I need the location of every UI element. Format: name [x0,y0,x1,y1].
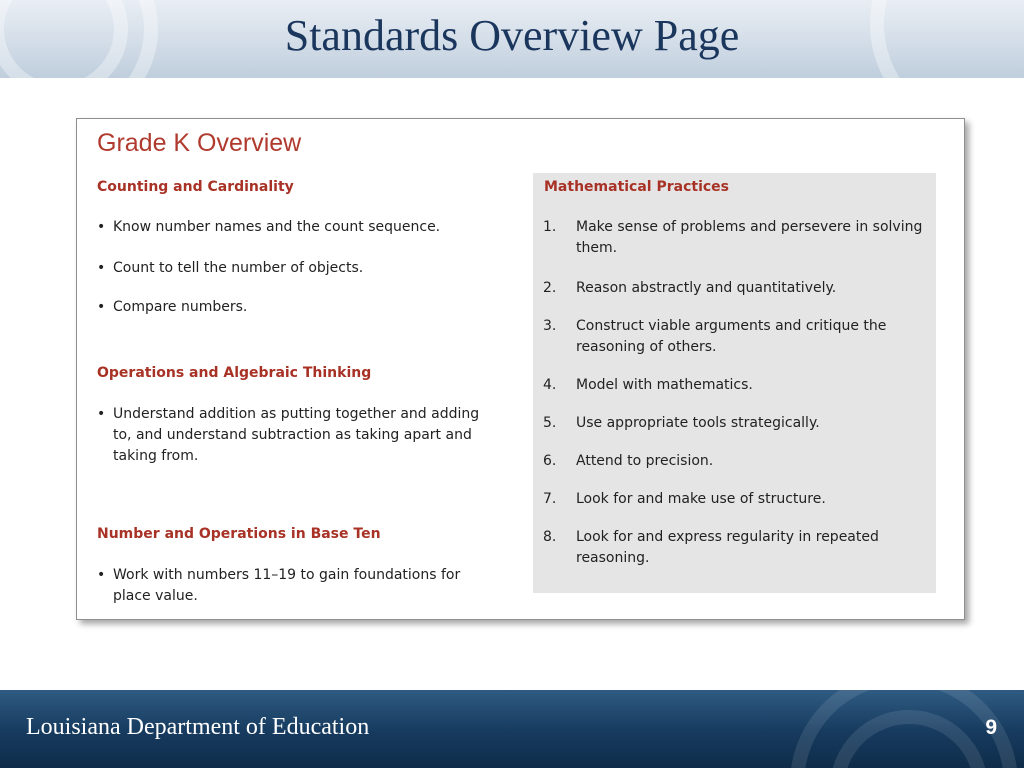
standard-bullet: • Understand addition as putting together and adding to, and understand subtraction as taking apart and taking from. [97,406,480,464]
practice-item: 1. Make sense of problems and persevere in solving them. [543,219,923,256]
practices-heading: Mathematical Practices [544,179,730,195]
practice-item: 2. Reason abstractly and quantitatively. [543,280,837,296]
standard-bullet: • Count to tell the number of objects. [97,258,497,279]
document-title: Grade K Overview [97,129,302,157]
standard-bullet: • Work with numbers 11–19 to gain foundations for place value. [97,567,461,604]
domain-heading-base-ten: Number and Operations in Base Ten [97,526,381,542]
practice-item: 8. Look for and express regularity in repeated reasoning. [543,529,879,566]
standard-bullet: • Compare numbers. [97,297,497,318]
header-bar [0,0,1024,78]
practice-item: 7. Look for and make use of structure. [543,491,826,507]
practice-item: 5. Use appropriate tools strategically. [543,415,820,431]
practice-item: 4. Model with mathematics. [543,377,753,393]
standards-document-image [76,118,965,620]
bullet-icon: • [97,299,106,315]
bullet-icon: • [97,406,106,422]
bullet-icon: • [97,219,106,235]
mathematical-practices-panel [533,173,936,593]
slide-title: Standards Overview Page [284,11,740,60]
footer-bar [0,690,1024,768]
bullet-icon: • [97,260,106,276]
page-number: 9 [985,716,997,739]
domain-heading-counting: Counting and Cardinality [97,179,294,195]
organization-name: Louisiana Department of Education [26,714,370,740]
bullet-icon: • [97,567,106,583]
practice-item: 6. Attend to precision. [543,453,714,469]
domain-heading-operations: Operations and Algebraic Thinking [97,365,372,381]
standard-bullet: • Know number names and the count sequence. [97,217,497,238]
practice-item: 3. Construct viable arguments and critique the reasoning of others. [543,318,887,355]
